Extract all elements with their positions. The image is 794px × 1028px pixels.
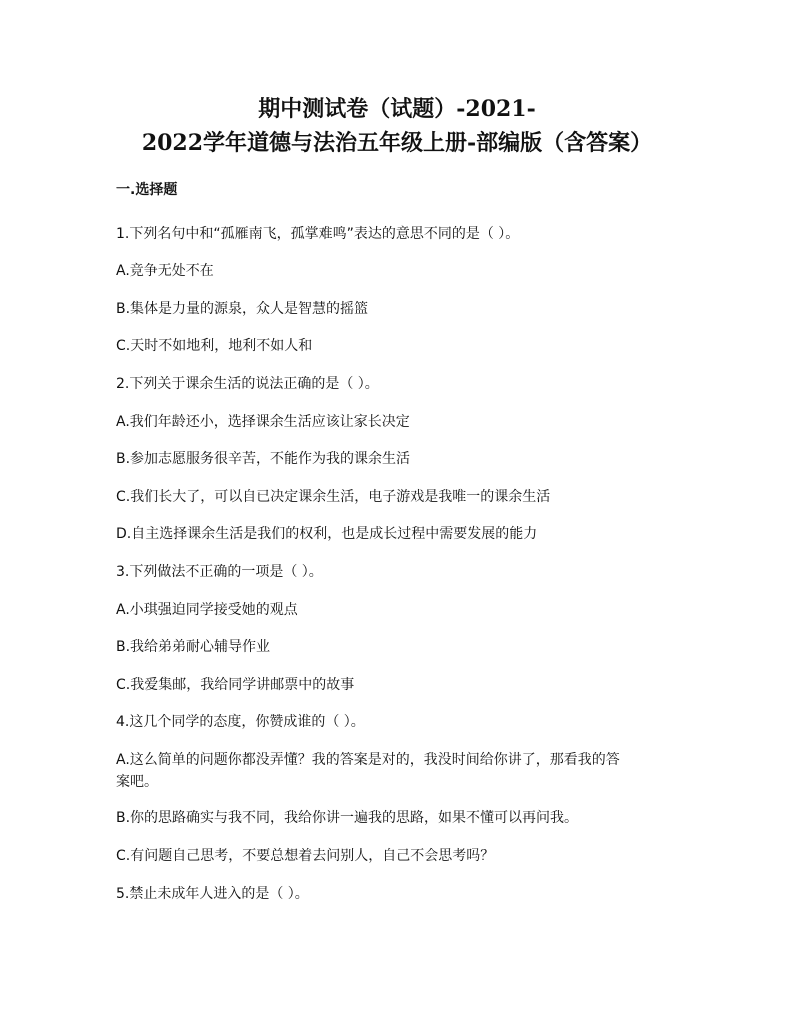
question-3: 3.下列做法不正确的一项是（ ）。: [116, 564, 323, 580]
question-2-option-c: C.我们长大了，可以自已决定课余生活，电子游戏是我唯一的课余生活: [116, 489, 551, 505]
section-heading: 一.选择题: [116, 182, 178, 198]
question-4-option-c: C.有问题自己思考，不要总想着去问别人，自己不会思考吗？: [116, 848, 495, 864]
question-3-option-b: B.我给弟弟耐心辅导作业: [116, 639, 271, 655]
question-4: 4.这几个同学的态度，你赞成谁的（ ）。: [116, 714, 365, 730]
question-4-option-b: B.你的思路确实与我不同，我给你讲一遍我的思路，如果不懂可以再问我。: [116, 810, 579, 826]
question-4-option-a: A.这么简单的问题你都没弄懂？我的答案是对的，我没时间给你讲了，那看我的答: [116, 752, 620, 768]
question-2-option-a: A.我们年龄还小，选择课余生活应该让家长决定: [116, 414, 410, 430]
question-2-option-b: B.参加志愿服务很辛苦，不能作为我的课余生活: [116, 451, 411, 467]
question-3-option-a: A.小琪强迫同学接受她的观点: [116, 602, 298, 618]
question-2-option-d: D.自主选择课余生活是我们的权利，也是成长过程中需要发展的能力: [116, 526, 538, 542]
document-title-line-1: 期中测试卷（试题）-2021-: [258, 96, 536, 122]
question-1-option-c: C.天时不如地利，地利不如人和: [116, 338, 313, 354]
question-1-option-b: B.集体是力量的源泉，众人是智慧的摇篮: [116, 301, 369, 317]
question-4-option-a-continued: 案吧。: [116, 774, 158, 790]
question-3-option-c: C.我爱集邮，我给同学讲邮票中的故事: [116, 677, 355, 693]
question-2: 2.下列关于课余生活的说法正确的是（ ）。: [116, 376, 379, 392]
document-title-line-2: 2022学年道德与法治五年级上册-部编版（含答案）: [141, 130, 653, 156]
question-1: 1.下列名句中和“孤雁南飞，孤掌难鸣”表达的意思不同的是（ ）。: [116, 226, 520, 242]
question-5: 5.禁止未成年人进入的是（ ）。: [116, 886, 309, 902]
question-1-option-a: A.竞争无处不在: [116, 263, 214, 279]
